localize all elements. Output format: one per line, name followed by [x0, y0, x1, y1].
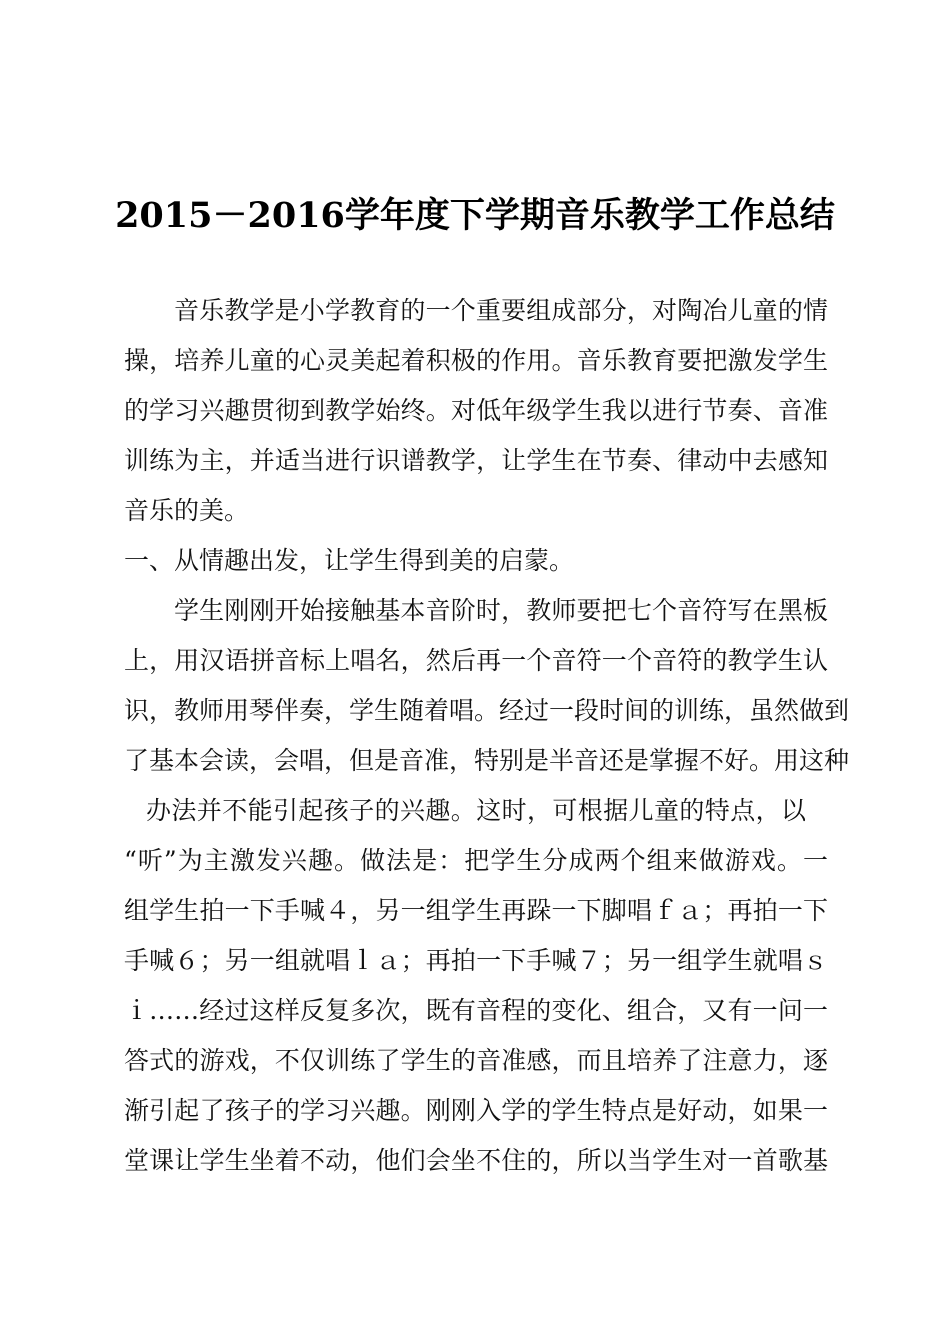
paragraph-line: 音乐的美。	[124, 496, 250, 525]
paragraph-line: ｉ……经过这样反复多次，既有音程的变化、组合，又有一问一	[124, 996, 828, 1025]
paragraph-line: 答式的游戏，不仅训练了学生的音准感，而且培养了注意力，逐	[124, 1046, 828, 1075]
paragraph-line: 办法并不能引起孩子的兴趣。这时，可根据儿童的特点，以	[146, 796, 806, 825]
paragraph-line: 手喊６；另一组就唱ｌａ；再拍一下手喊７；另一组学生就唱ｓ	[124, 946, 828, 975]
paragraph-line: 的学习兴趣贯彻到教学始终。对低年级学生我以进行节奏、音准	[124, 396, 828, 425]
paragraph-line: 了基本会读，会唱，但是音准，特别是半音还是掌握不好。用这种	[124, 746, 850, 775]
section-heading: 一、从情趣出发，让学生得到美的启蒙。	[124, 546, 575, 575]
paragraph-line: 学生刚刚开始接触基本音阶时，教师要把七个音符写在黑板	[174, 596, 828, 625]
paragraph-line: “听”为主激发兴趣。做法是：把学生分成两个组来做游戏。一	[124, 846, 828, 875]
paragraph-line: 堂课让学生坐着不动，他们会坐不住的，所以当学生对一首歌基	[124, 1146, 828, 1175]
paragraph-line: 训练为主，并适当进行识谱教学，让学生在节奏、律动中去感知	[124, 446, 828, 475]
paragraph-line: 渐引起了孩子的学习兴趣。刚刚入学的学生特点是好动，如果一	[124, 1096, 828, 1125]
paragraph-line: 组学生拍一下手喊４，另一组学生再跺一下脚唱ｆａ；再拍一下	[124, 896, 828, 925]
paragraph-line: 识，教师用琴伴奏，学生随着唱。经过一段时间的训练，虽然做到	[124, 696, 850, 725]
paragraph-line: 音乐教学是小学教育的一个重要组成部分，对陶冶儿童的情	[174, 296, 828, 325]
document-title: 2015－2016学年度下学期音乐教学工作总结	[115, 195, 835, 236]
paragraph-line: 上，用汉语拼音标上唱名，然后再一个音符一个音符的教学生认	[124, 646, 828, 675]
paragraph-line: 操，培养儿童的心灵美起着积极的作用。音乐教育要把激发学生	[124, 346, 828, 375]
